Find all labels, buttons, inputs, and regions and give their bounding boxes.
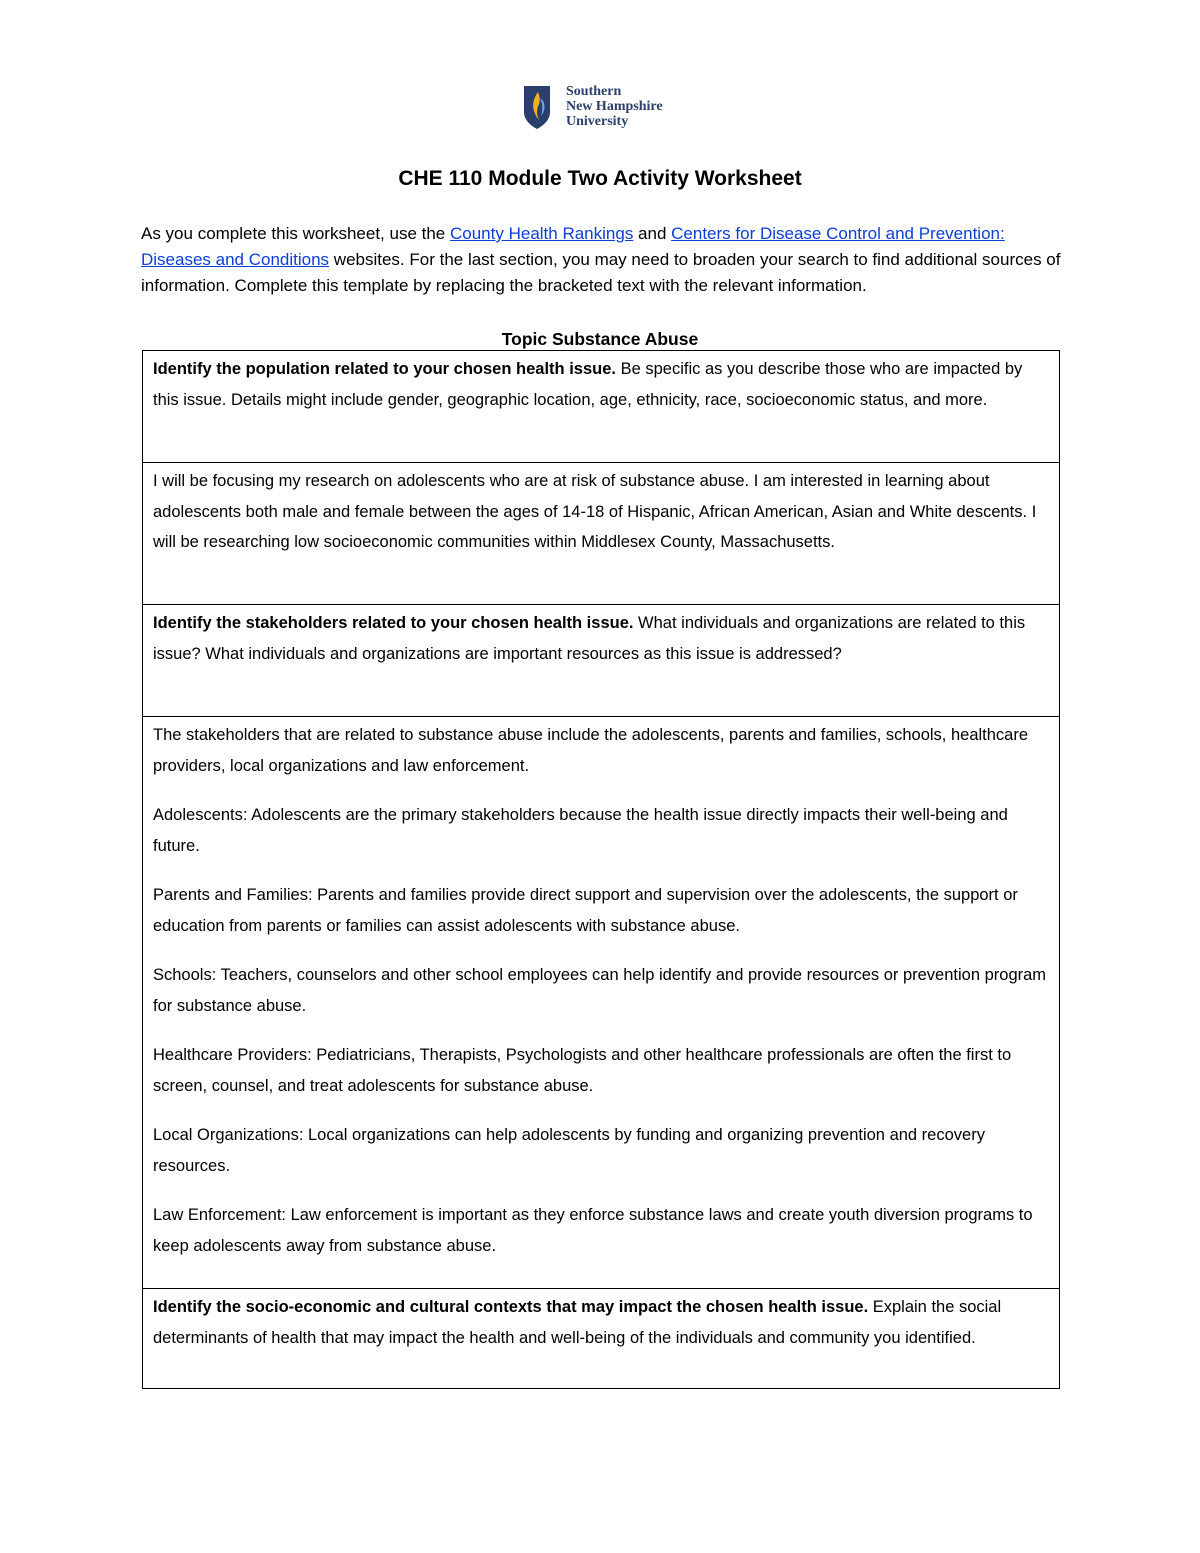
logo-line-3: University <box>566 114 629 129</box>
stakeholders-paragraph: Parents and Families: Parents and families provide direct support and supervision over the adolescents, the support or education from parents or families can assist adolescents with substance abuse. <box>153 886 1018 935</box>
context-prompt-cell <box>143 1289 1059 1389</box>
stakeholders-prompt-bold: Identify the stakeholders related to your chosen health issue. <box>153 614 634 632</box>
intro-paragraph <box>141 221 1061 299</box>
shield-flame-icon <box>522 84 552 130</box>
stakeholders-prompt-cell <box>143 605 1059 717</box>
stakeholders-paragraph: Healthcare Providers: Pediatricians, Therapists, Psychologists and other healthcare professionals are often the first to screen, counsel, and treat adolescents for substance abuse. <box>153 1046 1012 1095</box>
intro-text-1: As you complete this worksheet, use the <box>141 224 450 243</box>
stakeholders-paragraph: Law Enforcement: Law enforcement is important as they enforce substance laws and create youth diversion programs to keep adolescents away from substance abuse. <box>153 1206 1033 1255</box>
stakeholders-paragraph: Adolescents: Adolescents are the primary stakeholders because the health issue directly impacts their well-being and future. <box>153 806 1008 855</box>
intro-text-2: and <box>633 224 672 243</box>
logo-line-1: Southern <box>566 84 622 99</box>
stakeholders-prompt-text: What individuals and organizations are related to this issue? What individuals and organizations are important resources as this issue is addressed? <box>153 614 1026 663</box>
stakeholders-paragraph: The stakeholders that are related to substance abuse include the adolescents, parents and families, schools, healthcare providers, local organizations and law enforcement. <box>153 726 1029 775</box>
county-health-rankings-link[interactable]: County Health Rankings <box>450 224 634 243</box>
cdc-diseases-link[interactable]: Centers for Disease Control and Prevention: Diseases and Conditions <box>141 224 1005 269</box>
population-prompt-bold: Identify the population related to your chosen health issue. <box>153 360 616 378</box>
logo-line-2: New Hampshire <box>566 99 663 114</box>
topic-heading: Topic Substance Abuse <box>501 329 699 349</box>
university-logo <box>522 84 663 130</box>
population-prompt-cell <box>143 351 1059 463</box>
stakeholders-paragraph: Local Organizations: Local organizations can help adolescents by funding and organizing prevention and recovery resources. <box>153 1126 985 1175</box>
stakeholders-paragraph: Schools: Teachers, counselors and other school employees can help identify and provide resources or prevention program for substance abuse. <box>153 966 1047 1015</box>
intro-text-3: websites. For the last section, you may need to broaden your search to find additional sources of information. Complete this template by replacing the bracketed text with the relevant information. <box>141 250 1061 295</box>
context-prompt-text: Explain the social determinants of health that may impact the health and well-being of the individuals and community you identified. <box>153 1298 1002 1347</box>
logo-wordmark <box>566 84 663 129</box>
context-prompt-bold: Identify the socio-economic and cultural contexts that may impact the chosen health issue. <box>153 1298 869 1316</box>
worksheet-table <box>142 350 1060 1389</box>
population-answer-cell[interactable] <box>143 463 1059 605</box>
population-answer-text: I will be focusing my research on adolescents who are at risk of substance abuse. I am interested in learning about adolescents both male and female between the ages of 14-18 of Hispanic, African American, Asian and White descents. I will be researching low socioeconomic communities within Middlesex County, Massachusetts. <box>153 472 1037 551</box>
page-title: CHE 110 Module Two Activity Worksheet <box>398 167 802 190</box>
population-prompt-text: Be specific as you describe those who are impacted by this issue. Details might include gender, geographic location, age, ethnicity, race, socioeconomic status, and more. <box>153 360 1023 409</box>
stakeholders-answer-cell[interactable] <box>143 717 1059 1289</box>
